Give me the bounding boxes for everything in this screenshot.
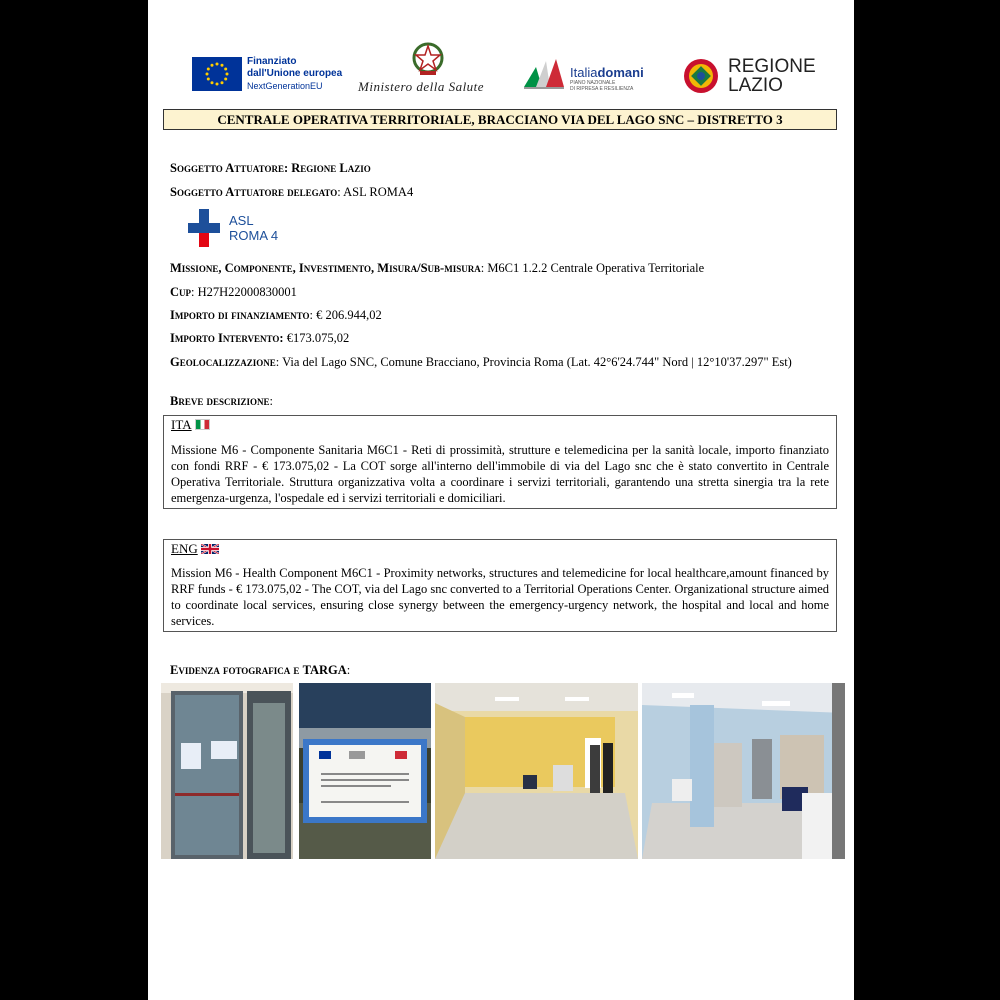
field-cup: Cup: H27H22000830001	[170, 285, 297, 299]
italian-emblem-icon	[410, 40, 446, 78]
field-importo-finanziamento: Importo di finanziamento: € 206.944,02	[170, 308, 382, 322]
document-page	[148, 0, 854, 1000]
photo-entrance-door	[161, 683, 293, 859]
field-missione: Missione, Componente, Investimento, Misura/Sub-misura: M6C1 1.2.2 Centrale Operativa Territoriale	[170, 261, 705, 275]
field-geolocalizzazione: Geolocalizzazione: Via del Lago SNC, Comune Bracciano, Provincia Roma (Lat. 42°6'24.744" Nord | 12°10'37.297" Est)	[170, 355, 792, 369]
italiadomani-logo-text: Italiadomani PIANO NAZIONALE DI RIPRESA E RESILIENZA	[570, 65, 644, 92]
document-title: CENTRALE OPERATIVA TERRITORIALE, BRACCIANO VIA DEL LAGO SNC – DISTRETTO 3	[163, 109, 837, 130]
description-ita-box	[163, 415, 837, 509]
ministry-name: Ministero della Salute	[358, 79, 485, 94]
description-eng-box	[163, 539, 837, 632]
uk-flag-icon	[201, 542, 219, 552]
evidence-label: Evidenza fotografica e TARGA:	[170, 663, 351, 677]
description-ita-heading: ITA	[171, 417, 210, 433]
eu-flag-logo	[192, 57, 242, 91]
regione-lazio-logo-text: REGIONE LAZIO	[728, 56, 816, 96]
field-soggetto-attuatore: Soggetto Attuatore: Regione Lazio	[170, 161, 371, 175]
field-importo-intervento: Importo Intervento: €173.075,02	[170, 331, 350, 345]
field-breve-descrizione: Breve descrizione:	[170, 394, 273, 408]
regione-lazio-emblem-icon	[683, 58, 719, 94]
italian-flag-icon	[195, 419, 210, 430]
italiadomani-flag-icon	[522, 57, 566, 91]
description-eng-text: Mission M6 - Health Component M6C1 - Proximity networks, structures and telemedicine for local healthcare,amount financed by RRF funds - € 173.075,02 - The COT, via del Lago snc converted to a Territorial Operations Center. Organizational structure aimed to coordinate local services, ensuring close synergy between the emergency-urgency network, the hospital and local and home services.	[171, 566, 829, 628]
photo-office-room	[642, 683, 845, 859]
description-ita-text: Missione M6 - Componente Sanitaria M6C1 - Reti di prossimità, strutture e telemedicina per la sanità locale, importo finanziato con fondi RRF - € 173.075,02 - La COT sorge all'interno dell'immobile di via del Lago snc che è stato convertito in Centrale Operativa Territoriale. Struttura organizzativa volta a coordinare i servizi territoriali, garantendo una stretta sinergia tra la rete emergenza-urgenza, l'ospedale ed i servizi territoriali e domiciliari.	[171, 443, 829, 505]
asl-cross-icon	[188, 209, 220, 247]
photo-targa-plaque	[299, 683, 431, 859]
photo-corridor-room	[435, 683, 638, 859]
eu-logo-text: Finanziato dall'Unione europea NextGenerationEU	[247, 56, 343, 91]
asl-logo-text: ASL ROMA 4	[229, 213, 279, 243]
field-soggetto-delegato: Soggetto Attuatore delegato: ASL ROMA4	[170, 185, 414, 199]
description-eng-heading: ENG	[171, 541, 219, 557]
